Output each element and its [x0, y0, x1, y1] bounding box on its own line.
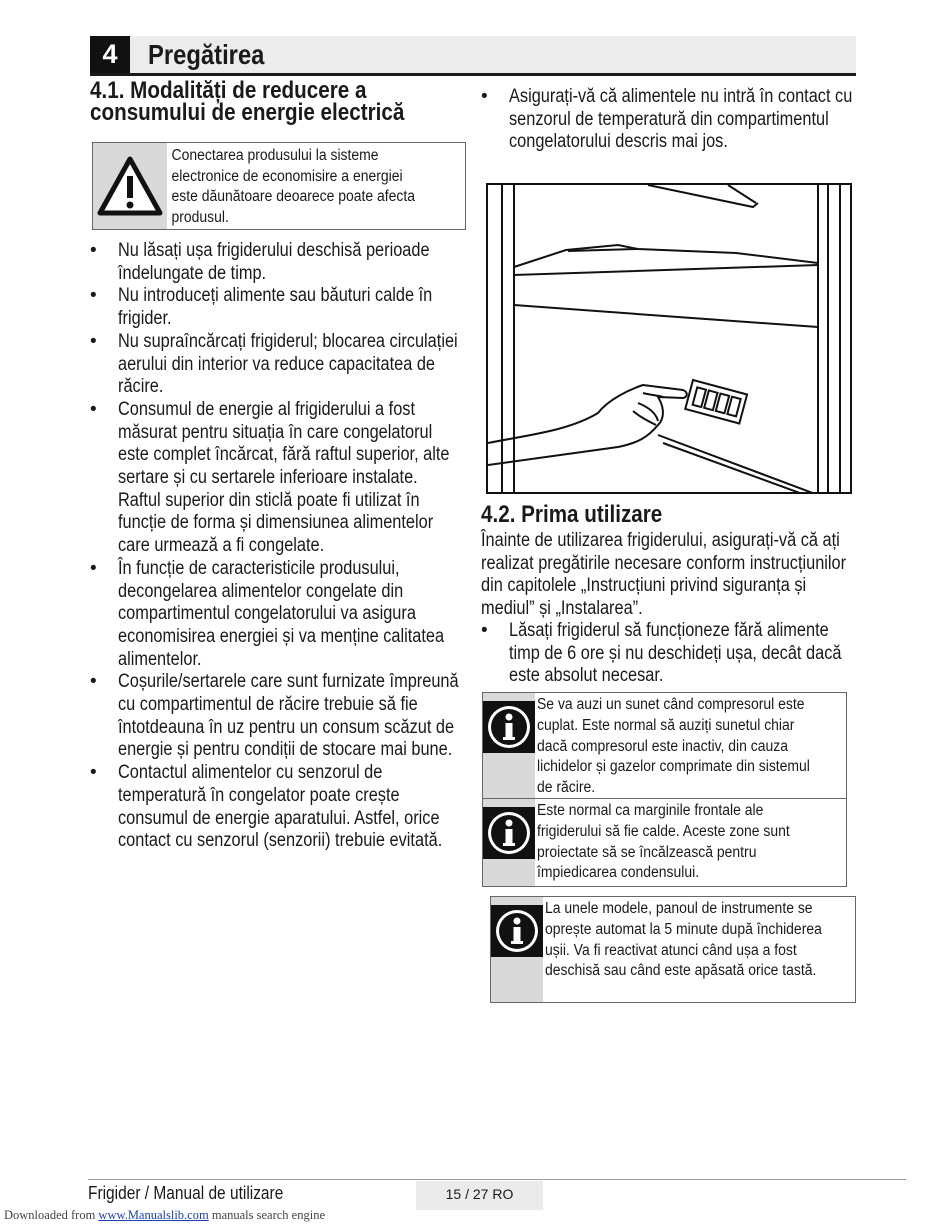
- list-item: • Lăsați frigiderul să funcționeze fără alimente timp de 6 ore și nu deschideți ușa, decât dacă este absolut necesar.: [481, 620, 861, 688]
- list-item: • Asigurați-vă că alimentele nu intră în contact cu senzorul de temperatură din compartimentul congelatorului descris mai jos.: [481, 86, 861, 154]
- chapter-header: [90, 36, 856, 76]
- info-note: [482, 692, 847, 799]
- section-title-line-1: 4.1. Modalități de reducere a: [90, 77, 367, 104]
- info-icon: [483, 701, 535, 753]
- section-title-line-2: consumului de energie electrică: [90, 99, 405, 126]
- first-use-list: [481, 620, 861, 688]
- list-item: • Consumul de energie al frigiderului a fost măsurat pentru situația în care congelatorul este complet încărcat, fără raftul superior, alte sertare și cu sertarele inferioare instalate. Raftul superior din sticlă poate fi utilizat în funcție de forma și dimensiunea alimentelor care urmează a fi congelate.: [90, 399, 470, 558]
- info-text: Este normal ca marginile frontale ale frigiderului să fie calde. Aceste zone sunt proiectate să se încălzească pentru împiedicarea condensului.: [537, 802, 790, 882]
- list-item: • Nu supraîncărcați frigiderul; blocarea circulației aerului din interior va reduce capacitatea de răcire.: [90, 331, 470, 399]
- info-icon: [483, 807, 535, 859]
- manualslib-link[interactable]: www.Manualslib.com: [98, 1208, 209, 1222]
- section-4-2-intro: Înainte de utilizarea frigiderului, asigurați-vă că ați realizat pregătirile necesare conform instrucțiunilor din capitolele „Instrucțiuni privind siguranța și mediul” și „Instalarea”.: [481, 530, 847, 620]
- warning-note: [92, 142, 466, 230]
- energy-tips-list: [90, 240, 470, 853]
- chapter-number: 4: [90, 36, 130, 73]
- freezer-sensor-illustration: [486, 183, 852, 494]
- info-icon: [491, 905, 543, 957]
- info-note: [482, 799, 847, 887]
- warning-triangle-icon: [93, 143, 167, 229]
- list-item: • În funcție de caracteristicile produsului, decongelarea alimentelor congelate din compartimentul congelatorului va asigura economisirea energiei și va menține calitatea alimentelor.: [90, 558, 470, 672]
- footer-doc-title: Frigider / Manual de utilizare: [88, 1183, 284, 1203]
- download-note: Downloaded from www.Manualslib.com manuals search engine: [4, 1208, 325, 1222]
- list-item: • Nu lăsați ușa frigiderului deschisă perioade îndelungate de timp.: [90, 240, 470, 285]
- list-item: • Nu introduceți alimente sau băuturi calde în frigider.: [90, 285, 470, 330]
- section-4-1-heading: [90, 77, 468, 126]
- list-item: • Contactul alimentelor cu senzorul de temperatură în congelator poate crește consumul de energie aparatului. Astfel, orice contact cu senzorul (senzorii) trebuie evitată.: [90, 762, 470, 853]
- page-number: 15 / 27 RO: [416, 1181, 543, 1210]
- list-item: • Coșurile/sertarele care sunt furnizate împreună cu compartimentul de răcire trebuie să fie întotdeauna în uz pentru un consum scăzut de energie și pentru condiții de stocare mai bune.: [90, 671, 470, 762]
- section-4-2-title: 4.2. Prima utilizare: [481, 501, 663, 528]
- info-text: Se va auzi un sunet când compresorul este cuplat. Este normal să auziți sunetul chiar dacă compresorul este inactiv, din cauza lichidelor și gazelor comprimate din sistemul de răcire.: [537, 696, 810, 797]
- info-note: [490, 896, 856, 1003]
- warning-text: Conectarea produsului la sisteme electronice de economisire a energiei este dăunătoare deoarece poate afecta produsul.: [171, 147, 416, 226]
- info-text: La unele modele, panoul de instrumente se oprește automat la 5 minute după închiderea ușii. Va fi reactivat atunci când ușa a fost deschisă sau când este apăsată orice tastă.: [545, 900, 822, 980]
- sensor-warning-list: [481, 86, 861, 154]
- chapter-title: Pregătirea: [148, 39, 265, 70]
- footer-divider: [88, 1179, 906, 1180]
